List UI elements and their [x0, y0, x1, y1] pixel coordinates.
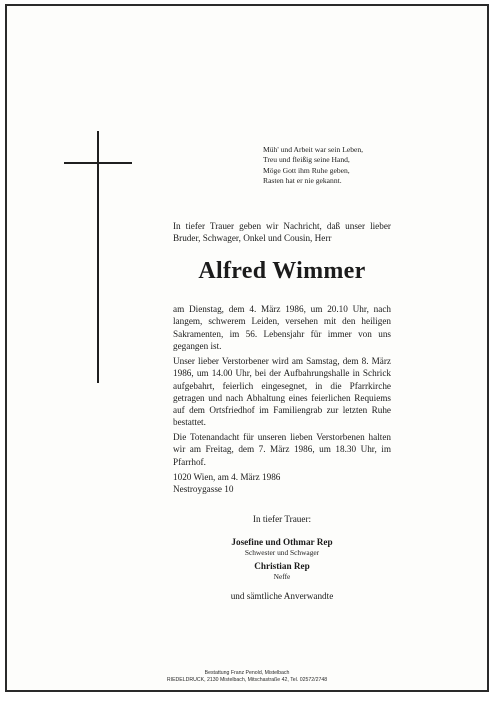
motto-line: Treu und fleißig seine Hand,	[263, 155, 350, 165]
place-and-address	[173, 471, 391, 496]
paragraph-funeral: Unser lieber Verstorbener wird am Samstag, dem 8. März 1986, um 14.00 Uhr, bei der Aufbahrungshalle in Schrick aufgebahrt, feierlich eingesegnet, in die Pfarrkirche getragen und nach Abhaltung eines feierlichen Requiems auf dem Ortsfriedhof im Familiengrab zur letzten Ruhe bestattet.	[173, 356, 391, 428]
cross-icon	[97, 131, 99, 383]
footer-line: Bestattung Franz Penold, Mistelbach	[204, 670, 290, 676]
mourners-heading: In tiefer Trauer:	[252, 514, 312, 524]
mourner-name: Christian Rep	[254, 561, 310, 571]
intro-text: In tiefer Trauer geben wir Nachricht, daß unser lieber Bruder, Schwager, Onkel und Cousin, Herr	[173, 221, 391, 244]
mourner-entry	[173, 537, 391, 558]
mourner-name: Josefine und Othmar Rep	[231, 537, 333, 547]
mourner-entry	[173, 561, 391, 582]
address: Nestroygasse 10	[173, 484, 234, 495]
motto-verse	[263, 145, 363, 187]
printer-footer	[7, 670, 487, 684]
mourner-relation: Neffe	[273, 572, 291, 581]
obituary-card	[5, 4, 489, 692]
place-date: 1020 Wien, am 4. März 1986	[173, 472, 281, 482]
paragraph-death-notice: am Dienstag, dem 4. März 1986, um 20.10 Uhr, nach langem, schwerem Leiden, versehen mit den heiligen Sakramenten, im 56. Lebensjahr für immer von uns gegangen ist.	[173, 304, 391, 351]
deceased-name: Alfred Wimmer	[198, 258, 366, 284]
footer-line: RIEDELDRUCK, 2130 Mistelbach, Mitschastraße 42, Tel. 02572/2748	[166, 677, 328, 683]
paragraph-vigil: Die Totenandacht für unseren lieben Verstorbenen halten wir am Freitag, dem 7. März 1986, um 18.30 Uhr, im Pfarrhof.	[173, 432, 391, 467]
cross-icon-crossbar	[64, 162, 132, 164]
motto-line: Rasten hat er nie gekannt.	[263, 176, 342, 186]
motto-line: Möge Gott ihm Ruhe geben,	[263, 165, 350, 175]
closing-line: und sämtliche Anverwandte	[230, 591, 334, 601]
motto-line: Müh' und Arbeit war sein Leben,	[263, 145, 364, 154]
mourner-relation: Schwester und Schwager	[244, 548, 320, 557]
